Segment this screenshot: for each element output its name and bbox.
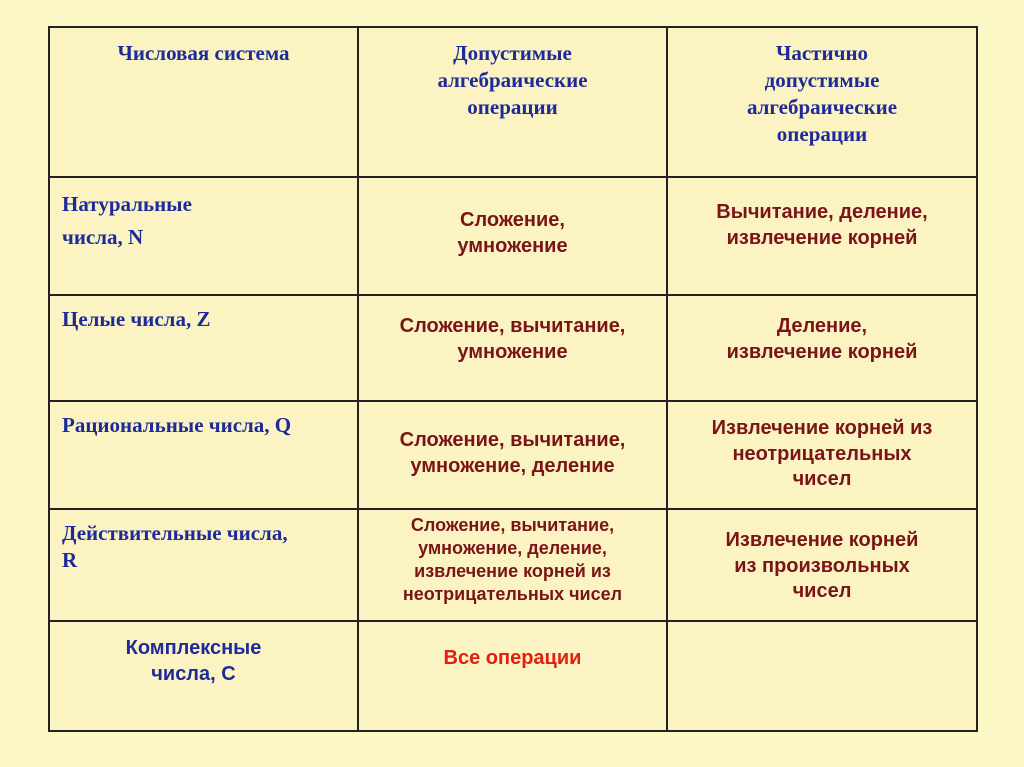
system-natural: Натуральные числа, N (62, 192, 192, 249)
header-number-system: Числовая система (117, 41, 290, 65)
table-row-integers (49, 295, 977, 401)
allowed-cell (358, 295, 667, 401)
allowed-complex: Все операции (443, 647, 582, 669)
partial-cell (667, 509, 977, 621)
allowed-cell (358, 509, 667, 621)
system-cell (49, 295, 358, 401)
partial-natural: Вычитание, деление, извлечение корней (716, 201, 928, 249)
system-complex: Комплексные числа, С (125, 637, 262, 685)
partial-cell (667, 401, 977, 509)
table-row-rational (49, 401, 977, 509)
header-cell-allowed-operations (358, 27, 667, 177)
partial-cell (667, 177, 977, 295)
system-integers: Целые числа, Z (62, 307, 211, 331)
allowed-real: Сложение, вычитание, умножение, деление, извлечение корней из неотрицательных чисел (402, 515, 623, 605)
allowed-cell (358, 621, 667, 731)
allowed-cell (358, 401, 667, 509)
allowed-natural: Сложение, умножение (457, 209, 568, 257)
partial-integers: Деление, извлечение корней (726, 315, 918, 363)
header-cell-number-system (49, 27, 358, 177)
table-row-complex (49, 621, 977, 731)
header-cell-partial-operations (667, 27, 977, 177)
partial-cell (667, 295, 977, 401)
partial-rational: Извлечение корней из неотрицательных чисел (711, 417, 933, 491)
table-header-row (49, 27, 977, 177)
system-cell (49, 177, 358, 295)
system-real: Действительные числа, R (62, 521, 288, 572)
header-allowed-operations: Допустимые алгебраические операции (437, 41, 588, 119)
allowed-integers: Сложение, вычитание, умножение (399, 315, 626, 363)
allowed-rational: Сложение, вычитание, умножение, деление (399, 429, 626, 477)
system-cell (49, 509, 358, 621)
system-rational: Рациональные числа, Q (62, 413, 292, 437)
system-cell (49, 621, 358, 731)
number-systems-table (48, 26, 978, 732)
header-partial-operations: Частично допустимые алгебраические операции (746, 41, 898, 146)
table-row-real (49, 509, 977, 621)
allowed-cell (358, 177, 667, 295)
partial-real: Извлечение корней из произвольных чисел (725, 529, 919, 603)
system-cell (49, 401, 358, 509)
partial-cell (667, 621, 977, 731)
table-row-natural (49, 177, 977, 295)
